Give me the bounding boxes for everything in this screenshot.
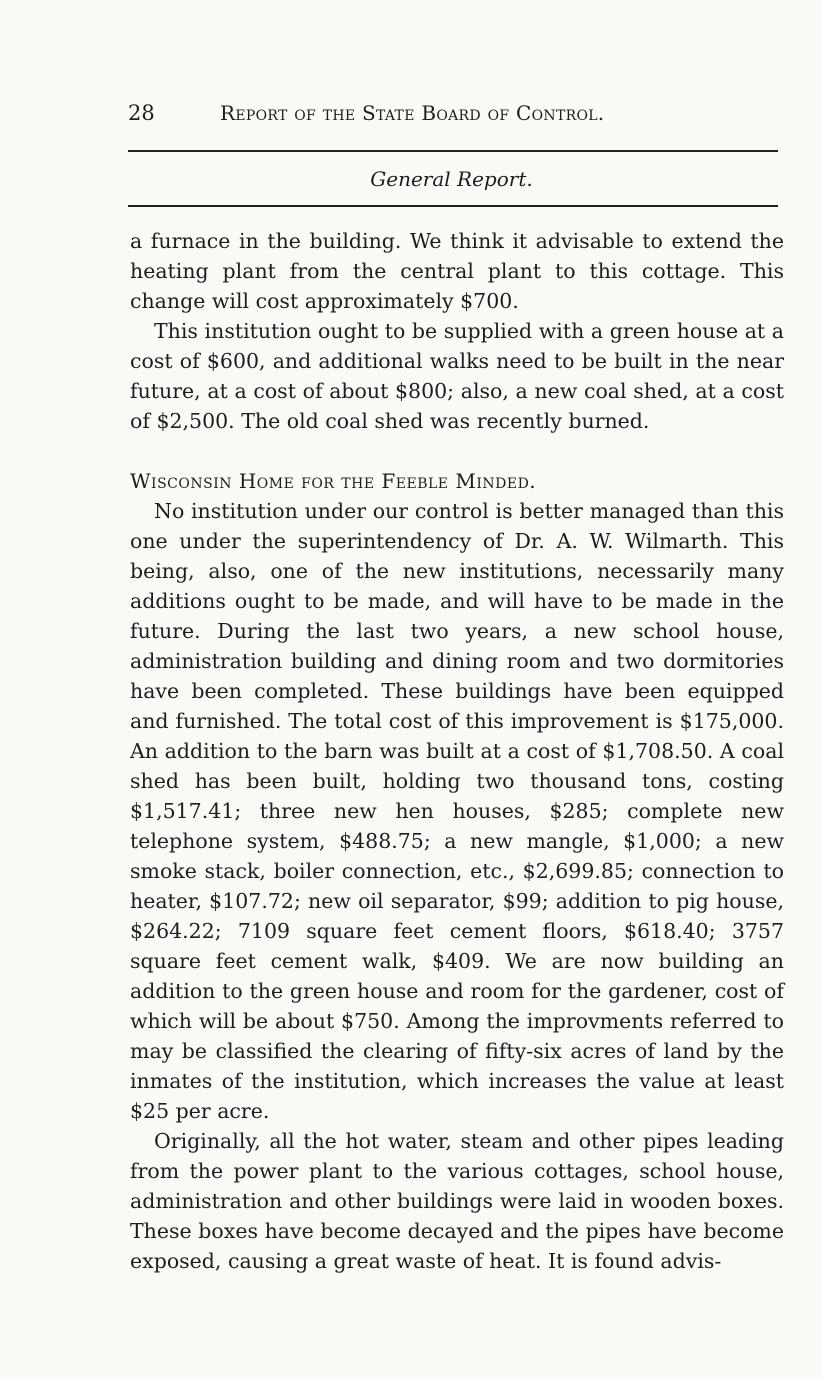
paragraph-continuation: a furnace in the building. We think it advisable to extend the heating plant from the central plant to this cottage. This change will cost approximately $700. (130, 229, 784, 313)
header-rule-bottom (128, 205, 778, 207)
subheading-feeble-minded: Wisconsin Home for the Feeble Minded. (130, 469, 537, 493)
page-number: 28 (128, 101, 155, 125)
paragraph-pipes: Originally, all the hot water, steam and other pipes leading from the power plant to the various cottages, school house, administration and other buildings were laid in wooden boxes. These boxes have become decayed and the pipes have become exposed, causing a great waste of heat. It is found advis- (130, 1129, 784, 1273)
page-header (128, 101, 778, 131)
paragraph-gap (130, 436, 784, 466)
body-text (130, 226, 784, 1276)
paragraph-green-house: This institution ought to be supplied with a green house at a cost of $600, and additional walks need to be built in the near future, at a cost of about $800; also, a new coal shed, at a cost of $2,500. The old coal shed was recently burned. (130, 319, 784, 433)
header-rule-top (128, 150, 778, 152)
section-heading: General Report. (370, 167, 533, 191)
paragraph-improvements: No institution under our control is better managed than this one under the superintendency of Dr. A. W. Wilmarth. This being, also, one of the new institutions, necessarily many additions ought to be made, and will have to be made in the future. During the last two years, a new school house, administration building and dining room and two dormitories have been completed. These buildings have been equipped and furnished. The total cost of this improvement is $175,000. An addition to the barn was built at a cost of $1,708.50. A coal shed has been built, holding two thousand tons, costing $1,517.41; three new hen houses, $285; complete new telephone system, $488.75; a new mangle, $1,000; a new smoke stack, boiler connection, etc., $2,699.85; connection to heater, $107.72; new oil separator, $99; addition to pig house, $264.22; 7109 square feet cement floors, $618.40; 3757 square feet cement walk, $409. We are now building an addition to the green house and room for the gardener, cost of which will be about $750. Among the improvments referred to may be classified the clearing of fifty-six acres of land by the inmates of the institution, which increases the value at least $25 per acre. (130, 499, 784, 1123)
running-title: Report of the State Board of Control. (220, 101, 605, 125)
